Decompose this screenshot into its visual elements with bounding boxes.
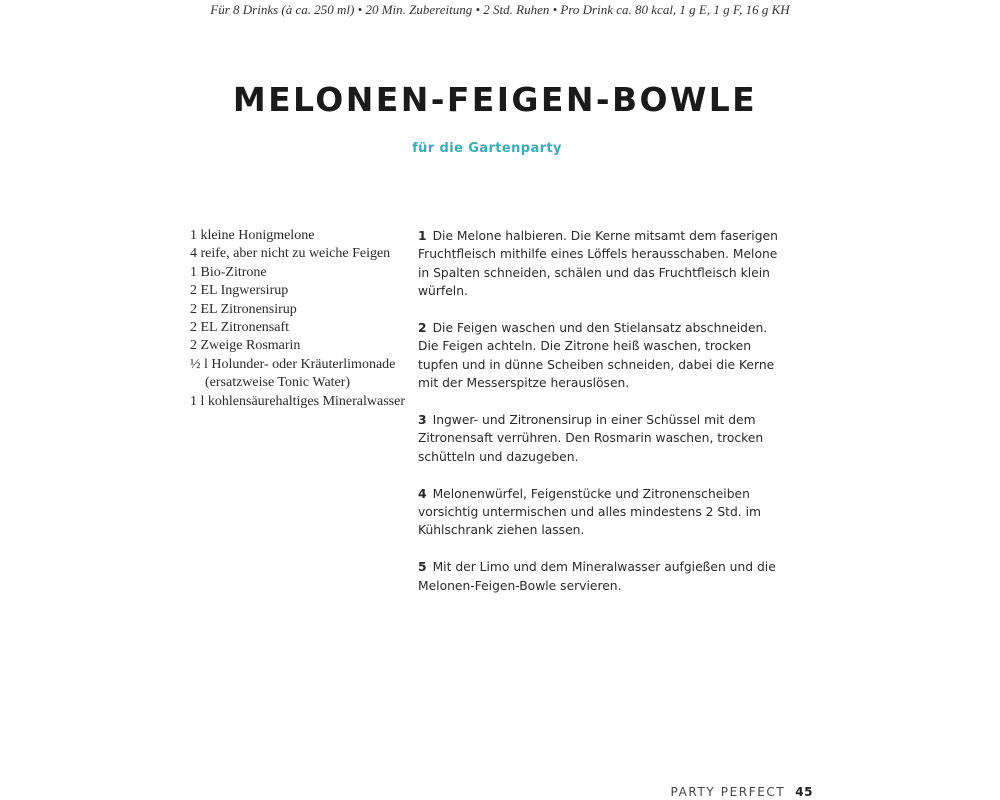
step-number: 5 [418, 560, 427, 575]
ingredient-item: ½ l Holunder- oder Kräuterlimonade (ersatzweise Tonic Water) [190, 356, 396, 391]
step [418, 485, 790, 540]
ingredient-item: 2 EL Zitronensirup [190, 301, 297, 317]
instruction-steps [418, 227, 790, 613]
nutrition: Pro Drink ca. 80 kcal, 1 g E, 1 g F, 16 g KH [560, 2, 790, 17]
page-number: 45 [795, 785, 813, 799]
step [418, 558, 790, 595]
separator: • [357, 2, 363, 17]
step-text: Melonenwürfel, Feigenstücke und Zitronenscheiben vorsichtig untermischen und alles mindestens 2 Std. im Kühlschrank ziehen lassen. [418, 486, 762, 538]
step-text: Die Feigen waschen und den Stielansatz abschneiden. Die Feigen achteln. Die Zitrone heiß waschen, trocken tupfen und in dünne Scheiben schneiden, dabei die Kerne mit der Messerspitze herauslösen. [418, 321, 775, 391]
ingredient-item: 1 Bio-Zitrone [190, 264, 267, 280]
step [418, 227, 790, 301]
step-text: Mit der Limo und dem Mineralwasser aufgießen und die Melonen-Feigen-Bowle servieren. [418, 560, 776, 593]
ingredient-item: 1 l kohlensäurehaltiges Mineralwasser [190, 393, 405, 409]
step-number: 3 [418, 413, 427, 428]
recipe-subtitle: für die Gartenparty [412, 141, 562, 156]
step-number: 1 [418, 229, 427, 243]
rest-time: 2 Std. Ruhen [483, 2, 550, 17]
ingredient-list [190, 227, 410, 411]
prep-time: 20 Min. Zubereitung [365, 2, 473, 17]
servings: Für 8 Drinks (à ca. 250 ml) [210, 2, 355, 17]
separator: • [475, 2, 481, 17]
recipe-title: MELONEN-FEIGEN-BOWLE [232, 80, 758, 119]
step-number: 4 [418, 486, 427, 501]
step [418, 319, 790, 393]
ingredient-item: 4 reife, aber nicht zu weiche Feigen [190, 246, 391, 262]
separator: • [552, 2, 558, 17]
ingredient-item: 2 EL Ingwersirup [190, 283, 289, 299]
step-text: Ingwer- und Zitronensirup in einer Schüssel mit dem Zitronensaft verrühren. Den Rosmarin waschen, trocken schütteln und dazugeben. [418, 413, 764, 464]
ingredient-item: 1 kleine Honigmelone [190, 228, 315, 243]
step-number: 2 [418, 321, 427, 336]
ingredient-item: 2 Zweige Rosmarin [190, 338, 301, 354]
step [418, 411, 790, 466]
ingredient-item: 2 EL Zitronensaft [190, 320, 290, 336]
recipe-meta [0, 2, 1000, 18]
page-footer [671, 785, 813, 799]
step-text: Die Melone halbieren. Die Kerne mitsamt dem faserigen Fruchtfleisch mithilfe eines Löffels herausschaben. Melone in Spalten schneiden, schälen und das Fruchtfleisch klein würfeln. [418, 229, 778, 299]
section-name: PARTY PERFECT [670, 785, 786, 799]
